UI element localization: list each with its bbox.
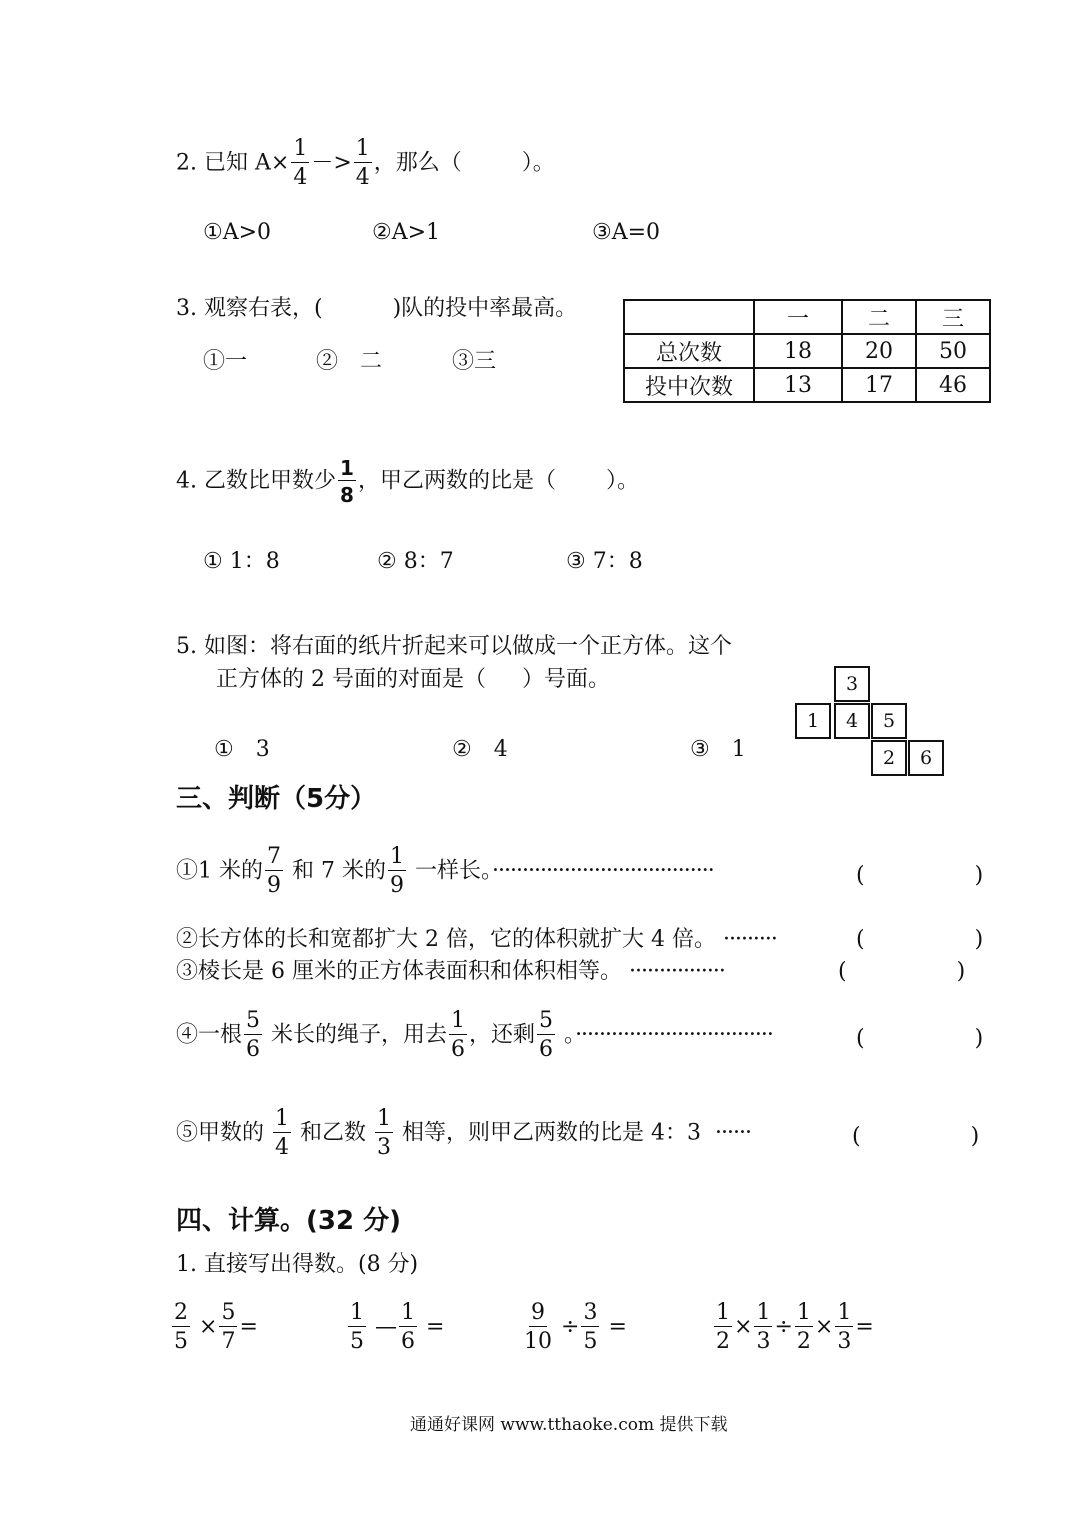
question-2: 2. 已知 A× $\frac{1}{4}$ －> $\frac{1}{4}$ ，那么（ ）。 <box>176 136 555 190</box>
calc-expression-3: $\frac{9}{10}$ ÷ $\frac{3}{5}$ = <box>524 1300 627 1354</box>
shooting-table <box>623 299 991 403</box>
fraction: $\frac{1}{3}$ <box>377 1106 392 1160</box>
judge-item-4: ④一根 $\frac{5}{6}$ 米长的绳子，用去 $\frac{1}{6}$ ，还剩 $\frac{5}{6}$ 。································· <box>176 1008 773 1062</box>
table-cell: 17 <box>842 368 916 402</box>
fraction: $\frac{1}{3}$ <box>837 1300 852 1354</box>
fraction: $\frac{1}{4}$ <box>293 136 308 190</box>
table-row <box>624 368 990 402</box>
fraction: $\frac{1}{6}$ <box>451 1008 466 1062</box>
section-4-title: 四、计算。(32 分) <box>176 1206 401 1236</box>
option-b[interactable]: ② 8：7 <box>377 549 454 574</box>
fraction: $\frac{3}{5}$ <box>583 1300 598 1354</box>
question-number: 5. <box>176 634 197 659</box>
calc-expression-2: $\frac{1}{5}$ — $\frac{1}{6}$ = <box>350 1300 445 1354</box>
question-4: 4. 乙数比甲数少 $\frac{1}{8}$ ，甲乙两数的比是（ ）。 <box>176 456 639 507</box>
question-number: 3. <box>176 296 197 321</box>
fraction: $\frac{1}{6}$ <box>401 1300 415 1354</box>
question-number: 4. <box>176 468 197 494</box>
net-face-1: 1 <box>795 703 831 739</box>
option-b[interactable]: ② 二 <box>316 349 383 374</box>
table-cell: 投中次数 <box>624 368 754 402</box>
net-face-5: 5 <box>871 703 907 739</box>
option-c[interactable]: ③A=0 <box>592 220 661 245</box>
option-a[interactable]: ① 3 <box>214 737 270 762</box>
option-b[interactable]: ② 4 <box>452 737 508 762</box>
fraction: $\frac{1}{5}$ <box>350 1300 364 1354</box>
fraction: $\frac{7}{9}$ <box>267 844 281 898</box>
option-a[interactable]: ①A>0 <box>203 220 272 245</box>
option-a[interactable]: ①一 <box>203 349 248 374</box>
question-3: 3. 观察右表，( )队的投中率最高。 <box>176 296 578 321</box>
leader-dots: ················ <box>629 959 725 984</box>
fraction: $\frac{9}{10}$ <box>524 1300 552 1354</box>
net-face-2: 2 <box>871 740 907 776</box>
judge-answer-1[interactable]: ( ) <box>856 863 984 888</box>
page-footer: 通通好课网 www.tthaoke.com 提供下载 <box>410 1415 728 1435</box>
net-face-6: 6 <box>908 740 944 776</box>
option-b[interactable]: ②A>1 <box>372 220 441 245</box>
fraction: $\frac{1}{2}$ <box>716 1300 730 1354</box>
net-face-4: 4 <box>834 703 870 739</box>
judge-answer-4[interactable]: ( ) <box>856 1026 984 1051</box>
table-header: 一 <box>754 300 842 334</box>
leader-dots: ········· <box>722 927 777 952</box>
fraction: $\frac{5}{7}$ <box>221 1300 236 1354</box>
section-3-title: 三、判断（5分） <box>176 784 377 814</box>
judge-answer-5[interactable]: ( ) <box>852 1124 980 1149</box>
leader-dots: ······ <box>715 1120 751 1146</box>
judge-item-2: ②长方体的长和宽都扩大 2 倍，它的体积就扩大 4 倍。 ········· <box>176 927 777 952</box>
table-cell: 20 <box>842 334 916 368</box>
judge-item-5: ⑤甲数的 $\frac{1}{4}$ 和乙数 $\frac{1}{3}$ 相等，则甲乙两数的比是 4：3 ······ <box>176 1106 751 1160</box>
fraction: $\frac{1}{4}$ <box>355 136 370 190</box>
fraction: $\frac{5}{6}$ <box>246 1008 261 1062</box>
option-c[interactable]: ③ 1 <box>690 737 746 762</box>
fraction: $\frac{1}{2}$ <box>796 1300 811 1354</box>
calc-expression-4: $\frac{1}{2}$ × $\frac{1}{3}$ ÷ $\frac{1}{2}$ × $\frac{1}{3}$ = <box>716 1300 874 1354</box>
question-number: 2. <box>176 150 197 176</box>
leader-dots: ····································· <box>492 858 714 884</box>
option-a[interactable]: ① 1：8 <box>203 549 280 574</box>
table-cell <box>624 300 754 334</box>
table-cell: 50 <box>916 334 990 368</box>
table-cell: 总次数 <box>624 334 754 368</box>
fraction: $\frac{5}{6}$ <box>539 1008 554 1062</box>
fraction: $\frac{1}{8}$ <box>340 456 354 507</box>
table-cell: 13 <box>754 368 842 402</box>
fraction: $\frac{1}{3}$ <box>756 1300 771 1354</box>
judge-answer-3[interactable]: ( ) <box>838 959 966 984</box>
calc-expression-1: $\frac{2}{5}$ × $\frac{5}{7}$ = <box>174 1300 258 1354</box>
table-header: 二 <box>842 300 916 334</box>
judge-item-3: ③棱长是 6 厘米的正方体表面积和体积相等。 ················ <box>176 959 725 984</box>
fraction: $\frac{2}{5}$ <box>174 1300 188 1354</box>
table-header-row <box>624 300 990 334</box>
fraction: $\frac{1}{4}$ <box>275 1106 290 1160</box>
option-c[interactable]: ③三 <box>452 349 497 374</box>
table-cell: 18 <box>754 334 842 368</box>
question-5-line1: 5. 如图：将右面的纸片折起来可以做成一个正方体。这个 <box>176 634 733 659</box>
table-header: 三 <box>916 300 990 334</box>
section-4-subtitle: 1. 直接写出得数。(8 分) <box>176 1252 419 1277</box>
net-face-3: 3 <box>834 666 870 702</box>
leader-dots: ································· <box>575 1022 773 1048</box>
option-c[interactable]: ③ 7：8 <box>566 549 643 574</box>
table-row <box>624 334 990 368</box>
fraction: $\frac{1}{9}$ <box>389 844 404 898</box>
table-cell: 46 <box>916 368 990 402</box>
judge-item-1: ①1 米的 $\frac{7}{9}$ 和 7 米的 $\frac{1}{9}$ 一样长。····································· <box>176 844 714 898</box>
question-5-line2: 正方体的 2 号面的对面是（ ）号面。 <box>216 667 610 692</box>
judge-answer-2[interactable]: ( ) <box>856 927 984 952</box>
